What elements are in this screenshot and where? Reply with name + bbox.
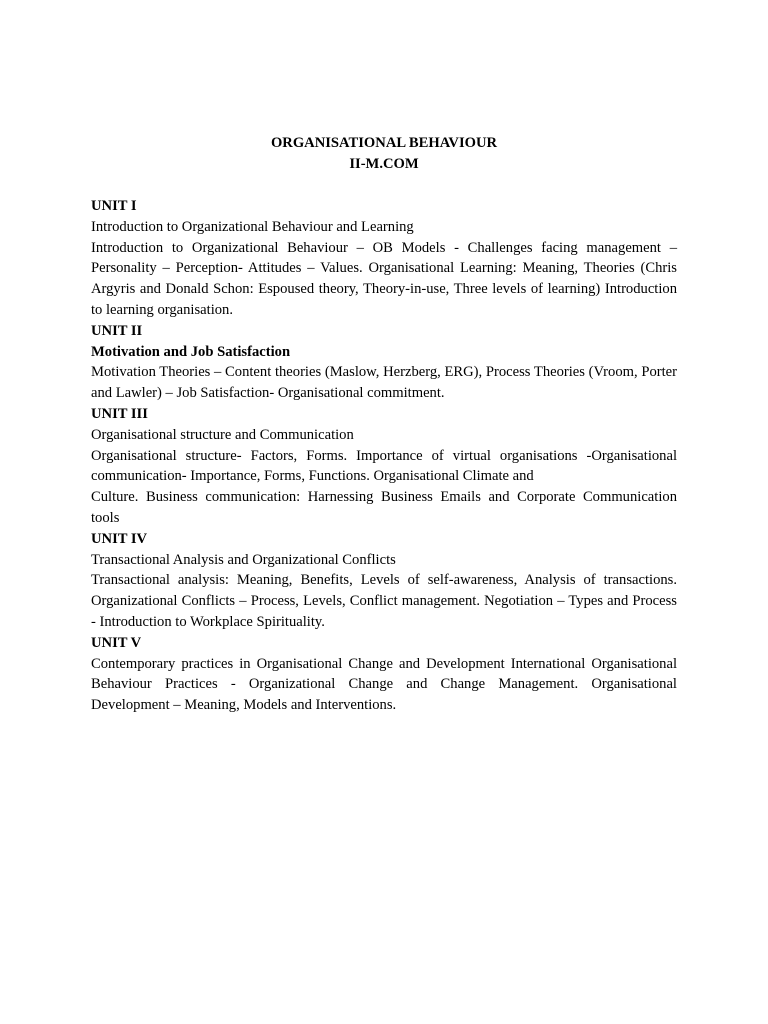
- course-name: II-M.COM: [349, 156, 419, 172]
- unit-4-heading: UNIT IV: [91, 530, 148, 547]
- syllabus-content: [91, 196, 677, 716]
- unit-4-body: Transactional analysis: Meaning, Benefits, Levels of self-awareness, Analysis of transactions. Organizational Conflicts – Process, Levels, Conflict management. Negotiation – Types and Process - Introduction to Workplace Spirituality.: [91, 572, 677, 630]
- unit-3-heading: UNIT III: [91, 405, 148, 422]
- unit-3-body: Organisational structure- Factors, Forms. Importance of virtual organisations -Organisational communication- Importance, Forms, Functions. Organisational Climate and: [91, 447, 677, 485]
- unit-3-body-continued: Culture. Business communication: Harnessing Business Emails and Corporate Communication tools: [91, 489, 677, 526]
- unit-1-body: Introduction to Organizational Behaviour – OB Models - Challenges facing management – Personality – Perception- Attitudes – Values. Organisational Learning: Meaning, Theories (Chris Argyris and Donald Schon: Espoused theory, Theory-in-use, Three levels of learning) Introduction to learning organisation.: [91, 239, 677, 318]
- unit-2-body: Motivation Theories – Content theories (Maslow, Herzberg, ERG), Process Theories (Vroom, Porter and Lawler) – Job Satisfaction- Organisational commitment.: [91, 364, 677, 402]
- title-block: [91, 133, 677, 175]
- unit-1-heading: UNIT I: [91, 198, 137, 214]
- unit-5-heading: UNIT V: [91, 634, 142, 651]
- unit-4-subtitle: Transactional Analysis and Organizational Conflicts: [91, 551, 396, 568]
- unit-2-heading: UNIT II: [91, 322, 143, 339]
- unit-2-subtitle: Motivation and Job Satisfaction: [91, 343, 291, 360]
- unit-3-subtitle: Organisational structure and Communication: [91, 426, 354, 443]
- unit-5-body: Contemporary practices in Organisational Change and Development International Organisational Behaviour Practices - Organizational Change and Change Management. Organisational Development – Meaning, Models and Interventions.: [91, 655, 677, 714]
- document-title: ORGANISATIONAL BEHAVIOUR: [270, 135, 498, 151]
- unit-1-subtitle: Introduction to Organizational Behaviour and Learning: [91, 218, 414, 235]
